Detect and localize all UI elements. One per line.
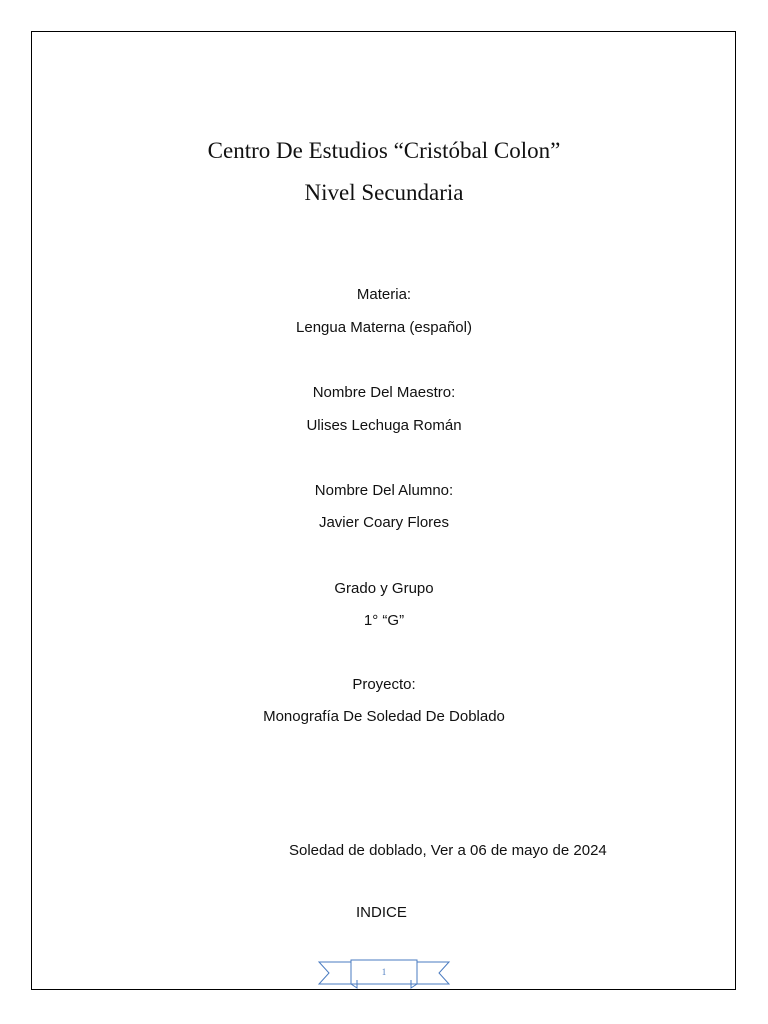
subject-label: Materia: xyxy=(356,286,412,303)
project-label: Proyecto: xyxy=(352,676,416,693)
page-number: 1 xyxy=(381,967,387,977)
page-number-banner xyxy=(317,956,451,990)
student-value: Javier Coary Flores xyxy=(318,514,450,531)
teacher-label: Nombre Del Maestro: xyxy=(312,384,456,401)
index-heading: INDICE xyxy=(356,904,407,921)
project-value: Monografía De Soledad De Doblado xyxy=(263,708,505,725)
student-label: Nombre Del Alumno: xyxy=(314,482,454,499)
teacher-value: Ulises Lechuga Román xyxy=(306,417,462,434)
subject-value: Lengua Materna (español) xyxy=(296,319,472,336)
place-date-line: Soledad de doblado, Ver a 06 de mayo de 2024 xyxy=(289,842,607,859)
school-name-heading: Centro De Estudios “Cristóbal Colon” xyxy=(207,138,561,163)
grade-value: 1° “G” xyxy=(363,612,405,629)
level-heading: Nivel Secundaria xyxy=(304,180,464,205)
grade-label: Grado y Grupo xyxy=(334,580,434,597)
